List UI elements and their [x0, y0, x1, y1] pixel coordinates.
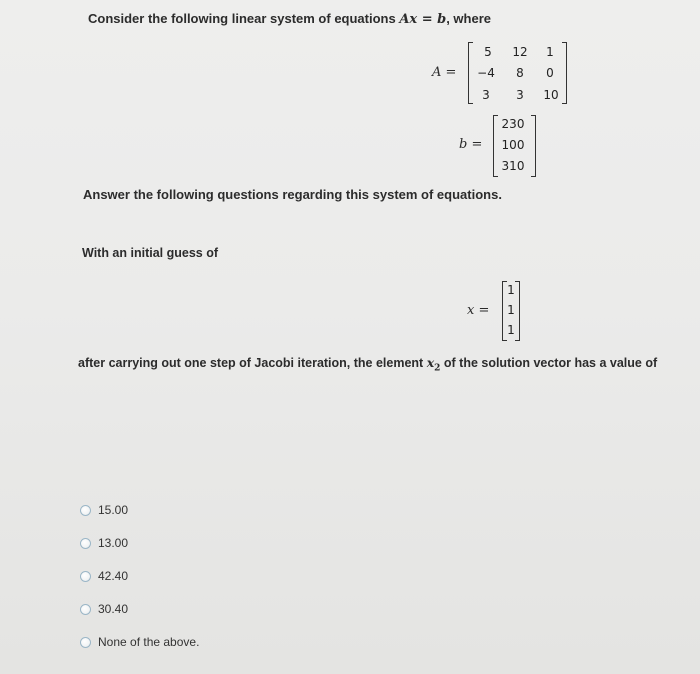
question-var-subscript: 2: [434, 363, 441, 374]
vector-b-right-bracket: [531, 115, 536, 177]
matrix-a-cell: 12: [512, 45, 528, 59]
matrix-a-cell: −4: [477, 66, 495, 80]
vector-x-cell: 1: [507, 323, 515, 337]
option-label: 42.40: [98, 569, 129, 583]
radio-button[interactable]: [80, 604, 91, 615]
matrix-a-label: A =: [432, 65, 457, 80]
option-none-of-the-above[interactable]: [80, 635, 199, 649]
radio-button[interactable]: [80, 538, 91, 549]
option-30-40[interactable]: [80, 602, 128, 616]
intro-prefix: Consider the following linear system of equations: [88, 11, 400, 26]
option-15-00[interactable]: [80, 503, 128, 517]
matrix-a-cell: 10: [543, 88, 559, 102]
radio-button[interactable]: [80, 571, 91, 582]
vector-b-cell: 230: [501, 117, 525, 131]
matrix-a-cell: 3: [516, 88, 524, 102]
question-suffix: of the solution vector has a value of: [440, 356, 658, 370]
option-42-40[interactable]: [80, 569, 128, 583]
radio-button[interactable]: [80, 637, 91, 648]
guess-prompt: With an initial guess of: [82, 246, 219, 260]
vector-x-label: x =: [467, 303, 490, 318]
answer-prompt: Answer the following questions regarding this system of equations.: [83, 187, 502, 202]
vector-b-cell: 310: [501, 159, 525, 173]
option-label: None of the above.: [98, 635, 200, 649]
vector-x-cell: 1: [507, 283, 515, 297]
option-label: 15.00: [98, 503, 129, 517]
intro-suffix: , where: [446, 11, 491, 26]
question-text: [78, 355, 657, 374]
intro-text: [88, 11, 491, 27]
question-variable: [426, 355, 441, 374]
question-var-letter: x: [426, 355, 435, 370]
vector-b-cell: 100: [501, 138, 525, 152]
vector-b-label: b =: [459, 137, 483, 152]
intro-equation: Ax = b: [399, 12, 447, 27]
option-label: 30.40: [98, 602, 129, 616]
option-13-00[interactable]: [80, 536, 128, 550]
matrix-a-cell: 5: [484, 45, 492, 59]
question-prefix: after carrying out one step of Jacobi iteration, the element: [78, 356, 427, 370]
matrix-a-cell: 3: [482, 88, 490, 102]
matrix-a-cell: 0: [546, 66, 554, 80]
radio-button[interactable]: [80, 505, 91, 516]
vector-x-cell: 1: [507, 303, 515, 317]
matrix-a-cell: 8: [516, 66, 524, 80]
option-label: 13.00: [98, 536, 129, 550]
matrix-a-cell: 1: [546, 45, 554, 59]
